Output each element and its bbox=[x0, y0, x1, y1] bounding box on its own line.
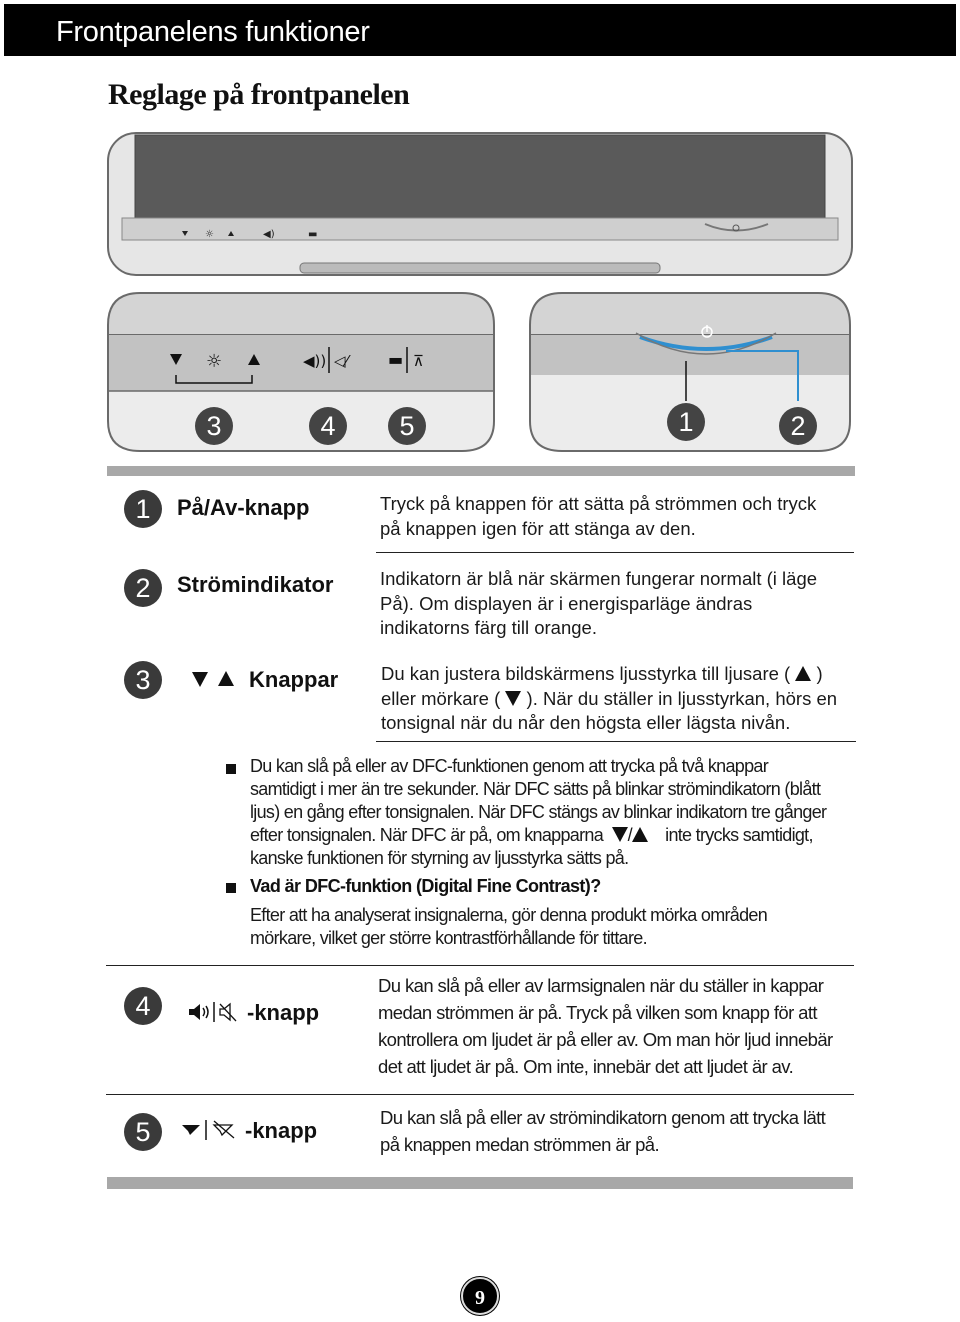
row-3-number: 3 bbox=[124, 661, 162, 699]
note-line: samtidigt i mer än tre sekunder. När DFC sätts på blinkar strömindikatorn (blått bbox=[250, 779, 821, 799]
power-indicator-icons bbox=[180, 1118, 238, 1147]
slash-separator: / bbox=[627, 825, 632, 845]
speaker-icons bbox=[187, 1001, 243, 1028]
up-arrow-icon bbox=[632, 827, 648, 842]
small-sun-icon: ☼ bbox=[205, 229, 214, 240]
row-4-line: Du kan slå på eller av larmsignalen när du ställer in kappar bbox=[378, 975, 824, 996]
brightness-icon: ☼ bbox=[206, 351, 223, 372]
row-5-label: -knapp bbox=[245, 1118, 318, 1143]
monitor-stand bbox=[300, 263, 660, 273]
row-3-description bbox=[381, 662, 837, 736]
row-4-line: kontrollera om ljudet är på eller av. Om man hör ljud innebär bbox=[378, 1029, 833, 1050]
row-3-text: ). När du ställer in ljusstyrkan, hörs en bbox=[526, 687, 838, 709]
row-1-label: På/Av-knapp bbox=[177, 495, 310, 520]
page-number: 9 bbox=[461, 1277, 499, 1315]
note-line: mörkare, vilket ger större kontrastförhållande för tittare. bbox=[250, 928, 647, 948]
row-2-line: Indikatorn är blå när skärmen fungerar normalt (i läge bbox=[380, 568, 818, 589]
up-arrow-icon bbox=[218, 671, 234, 690]
row-3-text: eller mörkare ( bbox=[381, 687, 501, 709]
row-divider bbox=[376, 552, 854, 553]
note-line: Du kan slå på eller av DFC-funktionen genom att trycka på två knappar bbox=[250, 756, 768, 776]
note-line: efter tonsignalen. När DFC är på, om knapparna bbox=[250, 825, 603, 845]
callout-2: 2 bbox=[779, 407, 817, 445]
callout-4: 4 bbox=[309, 407, 347, 445]
speaker-on-icon bbox=[189, 1004, 200, 1020]
row-2-number: 2 bbox=[124, 569, 162, 607]
note-line: ljus) en gång efter tonsignalen. När DFC stängs av blinkar indikatorn tre gånger bbox=[250, 802, 827, 822]
row-3-text: Du kan justera bildskärmens ljusstyrka till ljusare ( bbox=[381, 663, 791, 684]
dfc-explanation bbox=[250, 904, 870, 950]
row-5-line: på knappen medan strömmen är på. bbox=[380, 1134, 660, 1155]
bullet-icon bbox=[226, 764, 236, 774]
callout-5: 5 bbox=[388, 407, 426, 445]
down-arrow-icon bbox=[612, 827, 628, 842]
callout-3: 3 bbox=[195, 407, 233, 445]
up-arrow-icon bbox=[795, 666, 811, 681]
row-1-number: 1 bbox=[124, 490, 162, 528]
left-button-strip bbox=[109, 335, 493, 391]
power-indicator-on-icon bbox=[182, 1125, 200, 1135]
row-2-line: indikatorns färg till orange. bbox=[380, 617, 597, 638]
section-title: Reglage på frontpanelen bbox=[108, 78, 410, 111]
small-speaker-icon: ◀) bbox=[263, 229, 275, 240]
row-divider bbox=[376, 741, 856, 742]
power-indicator-off-icon: ⊼ bbox=[413, 352, 424, 370]
down-arrow-icon bbox=[192, 672, 208, 691]
row-4-number: 4 bbox=[124, 987, 162, 1025]
row-1-line: Tryck på knappen för att sätta på strömmen och tryck bbox=[380, 493, 817, 514]
row-divider bbox=[106, 965, 854, 966]
callout-1: 1 bbox=[667, 403, 705, 441]
note-line: Efter att ha analyserat insignalerna, gör denna produkt mörka områden bbox=[250, 905, 768, 925]
row-divider bbox=[106, 1094, 854, 1095]
note-line: kanske funktionen för styrning av ljusstyrka sätts på. bbox=[250, 848, 629, 868]
row-5-number: 5 bbox=[124, 1113, 162, 1151]
dfc-heading: Vad är DFC-funktion (Digital Fine Contrast)? bbox=[250, 876, 601, 896]
divider-bar-bottom bbox=[107, 1177, 853, 1189]
row-1-description bbox=[380, 492, 816, 541]
row-4-description bbox=[378, 972, 833, 1080]
front-panel-illustration bbox=[100, 125, 860, 465]
row-3-line: tonsignal när du når den högsta eller lägsta nivån. bbox=[381, 712, 791, 733]
row-3-label: Knappar bbox=[249, 667, 339, 692]
row-5-description bbox=[380, 1104, 825, 1158]
row-2-line: På). Om displayen är i energisparläge ändras bbox=[380, 592, 753, 614]
monitor-button-strip bbox=[122, 218, 838, 240]
small-power-indicator-icon: ▬ bbox=[308, 229, 318, 240]
row-1-line: på knappen igen för att stänga av den. bbox=[380, 517, 696, 539]
divider-bar-top bbox=[107, 466, 855, 476]
row-5-line: Du kan slå på eller av strömindikatorn genom att trycka lätt bbox=[380, 1107, 826, 1128]
row-4-label: -knapp bbox=[247, 1000, 320, 1025]
page-header-title: Frontpanelens funktioner bbox=[56, 16, 370, 48]
power-indicator-on-icon: ▬ bbox=[388, 350, 404, 369]
header-bar bbox=[4, 4, 956, 56]
monitor-screen bbox=[135, 135, 825, 218]
row-2-label: Strömindikator bbox=[177, 572, 334, 597]
row-3-text: ) bbox=[816, 663, 823, 684]
note-line: inte trycks samtidigt, bbox=[665, 825, 813, 845]
speaker-on-icon: ◀)) bbox=[303, 352, 327, 370]
row-4-line: det att ljudet är på. Om inte, innebär det att ljudet är av. bbox=[378, 1056, 794, 1077]
bullet-icon bbox=[226, 883, 236, 893]
row-2-description bbox=[380, 567, 817, 641]
row-4-line: medan strömmen är på. Tryck på vilken som knapp för att bbox=[378, 1002, 817, 1023]
dfc-note bbox=[250, 755, 870, 870]
down-arrow-icon bbox=[505, 691, 521, 706]
speaker-mute-icon: ◁⁄ bbox=[334, 352, 349, 370]
